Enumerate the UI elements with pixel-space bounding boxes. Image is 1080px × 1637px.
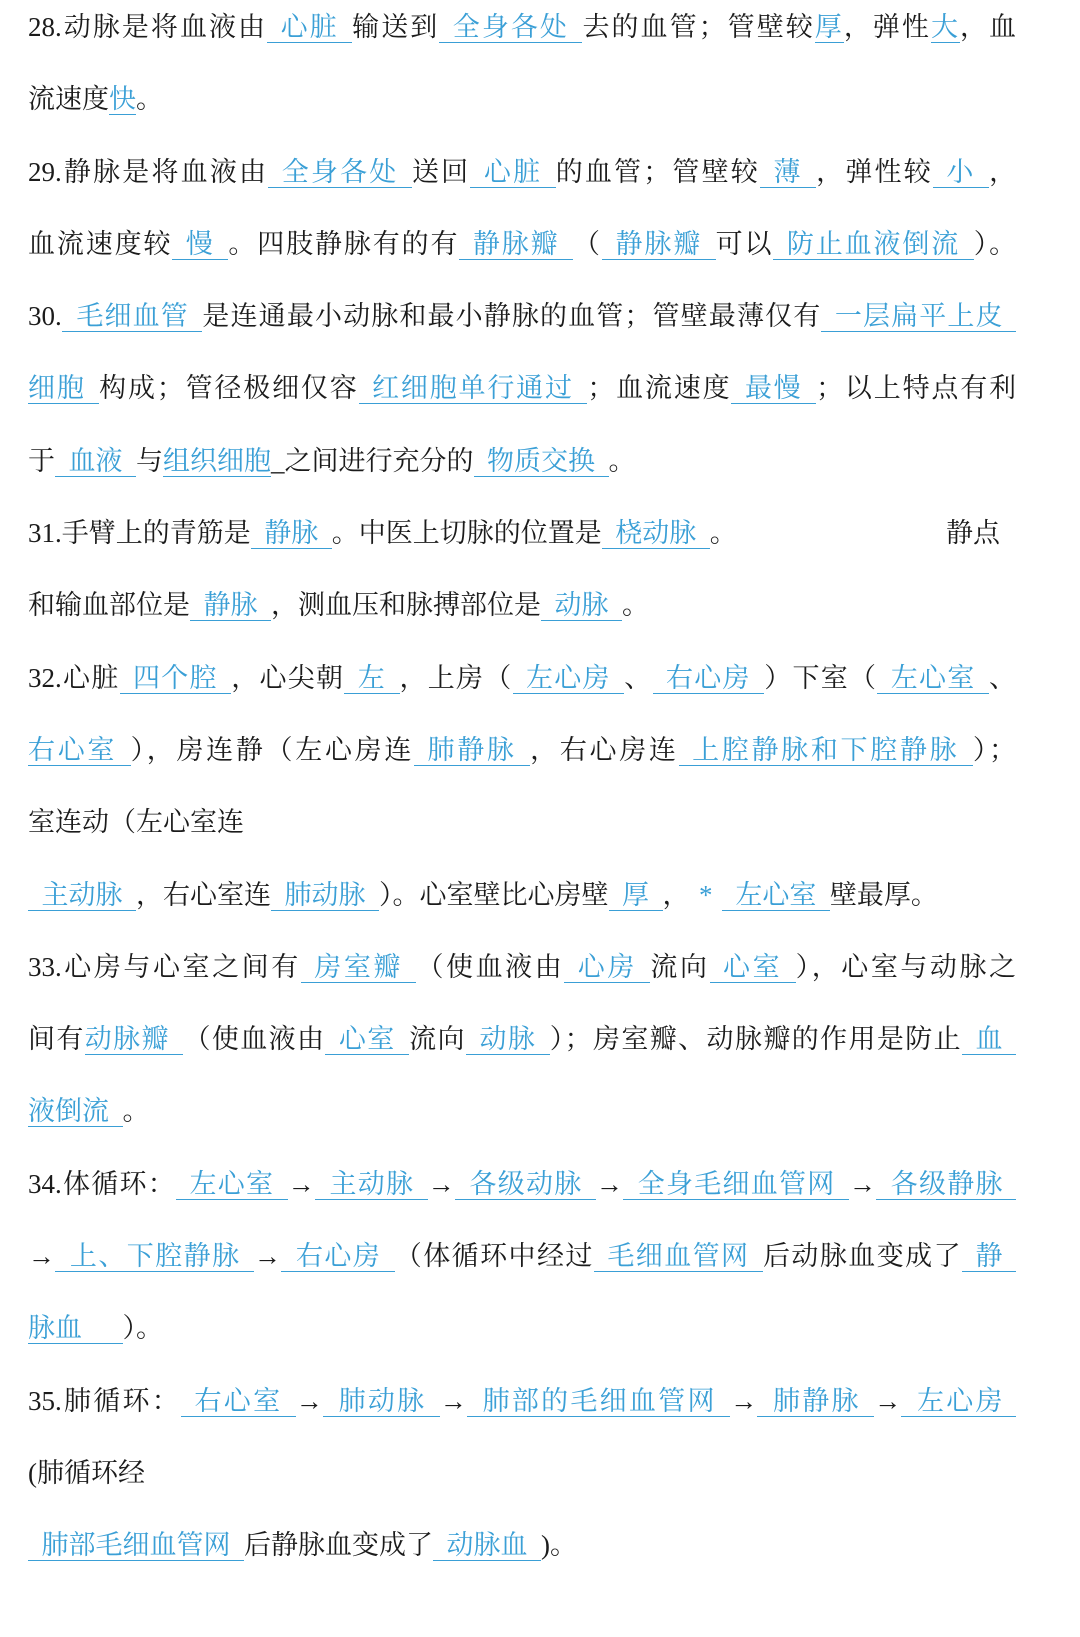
answer-blank: 右心室 — [181, 1386, 296, 1417]
question-text: → — [874, 1385, 902, 1416]
question-text: 、 — [624, 662, 653, 693]
question-text: ，测血压和脉搏部位是 — [271, 590, 541, 621]
question-text: 于 — [28, 445, 55, 476]
answer-blank: 左心房 — [901, 1386, 1016, 1417]
answer-blank: 组织细胞 — [163, 445, 271, 476]
answer-blank: 右心房 — [653, 663, 765, 694]
text-line — [28, 1003, 1016, 1075]
answer-blank: 脉血 — [28, 1313, 123, 1344]
answer-blank: 动脉瓣 — [85, 1024, 184, 1055]
question-text: ）。 — [122, 1313, 163, 1344]
question-text: → — [596, 1168, 623, 1199]
answer-blank: 毛细血管网 — [594, 1241, 763, 1272]
answer-blank: 大 — [930, 12, 961, 42]
question-text: 。 — [608, 445, 636, 476]
question-text: → — [287, 1168, 315, 1199]
text-line — [28, 63, 1016, 135]
question-text: ）；房室瓣、动脉瓣的作用是防止 — [549, 1024, 963, 1055]
answer-blank: 上腔静脉和下腔静脉 — [679, 735, 973, 766]
answer-blank: 薄 — [760, 157, 816, 188]
question-text: （使血液由 — [183, 1024, 326, 1055]
text-line — [28, 352, 1016, 424]
answer-blank: 全身各处 — [439, 12, 582, 43]
answer-blank: 主动脉 — [28, 880, 136, 911]
question-text: 构成；管径极细仅容 — [99, 373, 359, 404]
question-text: （ — [573, 228, 602, 259]
answer-blank: 各级静脉 — [876, 1169, 1016, 1200]
question-text: ， — [662, 879, 690, 910]
question-text: ）。 — [973, 228, 1016, 259]
answer-blank: 房室瓣 — [301, 952, 417, 983]
answer-blank: 各级动脉 — [455, 1169, 596, 1200]
question-text: 室连动（左心室连 — [28, 807, 244, 838]
answer-blank: 厚 — [814, 12, 844, 42]
question-text: 。 — [122, 1096, 150, 1127]
worksheet — [28, 0, 1016, 1582]
answer-blank: 细胞 — [28, 373, 99, 404]
question-text: → — [439, 1385, 467, 1416]
answer-blank: 动脉血 — [433, 1530, 541, 1561]
answer-blank: 静脉瓣 — [602, 229, 716, 260]
text-line — [28, 859, 1016, 931]
question-text: 与 — [136, 445, 163, 476]
text-line — [28, 1365, 1016, 1437]
answer-blank: 左心室 — [176, 1169, 288, 1200]
answer-blank: 静脉瓣 — [459, 229, 573, 260]
question-text: ，弹性 — [843, 12, 931, 42]
answer-blank: 心房 — [564, 952, 650, 983]
answer-blank: 物质交换 — [474, 446, 609, 477]
answer-blank: 快 — [109, 84, 136, 115]
question-text: ）； — [972, 734, 1016, 765]
question-text: ；以上特点有利 — [816, 373, 1016, 404]
answer-blank: 全身毛细血管网 — [623, 1169, 849, 1200]
question-text: （使血液由 — [416, 951, 565, 982]
text-line — [28, 786, 1016, 858]
question-text: ，血 — [960, 12, 1016, 42]
question-text: ），心室与动脉之 — [795, 951, 1016, 982]
question-text: 。 — [136, 84, 163, 115]
question-text: )。 — [541, 1530, 577, 1561]
text-line — [28, 642, 1016, 714]
question-text: 血流速度较 — [28, 228, 173, 259]
answer-blank: 主动脉 — [315, 1169, 428, 1200]
text-line — [28, 0, 1016, 63]
answer-blank: 肺静脉 — [414, 735, 530, 766]
question-text: 、 — [989, 662, 1016, 693]
question-text: 28.动脉是将血液由 — [28, 12, 268, 42]
question-text: 静点 — [946, 518, 1000, 549]
answer-blank: 右心室 — [28, 735, 131, 766]
text-line — [28, 569, 1016, 641]
answer-blank: 全身各处 — [268, 157, 412, 188]
question-text: 流向 — [650, 951, 710, 982]
answer-blank: 左心室 — [722, 880, 830, 911]
question-text: 流向 — [409, 1024, 466, 1055]
asterisk-mark: * — [698, 879, 713, 910]
question-text: （体循环中经过 — [394, 1241, 594, 1272]
answer-blank: 小 — [933, 157, 989, 188]
answer-blank: 四个腔 — [120, 663, 232, 694]
question-text: 35.肺循环： — [28, 1385, 182, 1416]
question-text: 30. — [28, 301, 62, 332]
answer-blank: 心室 — [325, 1024, 409, 1055]
answer-blank: 心脏 — [470, 157, 555, 188]
answer-blank: 血 — [962, 1024, 1016, 1055]
question-text: 32.心脏 — [28, 662, 120, 693]
answer-blank: 肺静脉 — [757, 1386, 874, 1417]
answer-blank: 静脉 — [251, 518, 332, 549]
answer-blank: 桡动脉 — [602, 518, 710, 549]
answer-blank: 最慢 — [731, 373, 816, 404]
question-text: 流速度 — [28, 84, 109, 115]
text-line — [28, 1509, 1016, 1581]
question-text: ， — [989, 156, 1016, 187]
text-line — [28, 931, 1016, 1003]
answer-blank: 心脏 — [267, 12, 352, 43]
question-text: 间有 — [28, 1024, 85, 1055]
answer-blank: 静 — [962, 1241, 1016, 1272]
answer-blank: 一层扁平上皮 — [821, 301, 1016, 332]
answer-blank: 左 — [344, 663, 399, 694]
question-text: 壁最厚。 — [829, 879, 938, 910]
answer-blank: 防止血液倒流 — [773, 229, 973, 260]
question-text: 33.心房与心室之间有 — [28, 951, 301, 982]
question-text: 的血管；管壁较 — [555, 156, 760, 187]
answer-blank: 血液 — [55, 446, 136, 477]
question-text: 是连通最小动脉和最小静脉的血管；管壁最薄仅有 — [202, 301, 822, 332]
question-text: 送回 — [411, 156, 471, 187]
question-text: _之间进行充分的 — [271, 445, 474, 476]
question-text: 可以 — [715, 228, 774, 259]
question-text: 后动脉血变成了 — [763, 1241, 963, 1272]
text-line — [28, 208, 1016, 280]
text-line — [28, 136, 1016, 208]
answer-blank: 毛细血管 — [62, 301, 203, 332]
question-text: 。四肢静脉有的有 — [228, 228, 460, 259]
question-text: 和输血部位是 — [28, 590, 190, 621]
answer-blank: 慢 — [172, 229, 228, 260]
text-line — [28, 1148, 1016, 1220]
text-line — [28, 1075, 1016, 1147]
question-text: ），房连静（左心房连 — [130, 734, 415, 765]
question-text: ，弹性较 — [816, 156, 933, 187]
answer-blank: 液倒流 — [28, 1096, 123, 1127]
question-text: → — [730, 1385, 758, 1416]
answer-blank: 肺部毛细血管网 — [28, 1530, 244, 1561]
question-text: 34.体循环： — [28, 1168, 176, 1199]
question-text: (肺循环经 — [28, 1457, 145, 1488]
question-text: → — [254, 1241, 282, 1272]
question-text: ）。心室壁比心房壁 — [379, 879, 609, 910]
answer-blank: 厚 — [609, 880, 663, 911]
answer-blank: 肺部的毛细血管网 — [467, 1386, 730, 1417]
question-text: → — [427, 1168, 455, 1199]
question-text: ，心尖朝 — [231, 662, 345, 693]
answer-blank: 静脉 — [190, 590, 271, 621]
answer-blank: 动脉 — [466, 1024, 550, 1055]
text-line — [28, 714, 1016, 786]
question-text: 输送到 — [352, 12, 440, 42]
question-text: ）下室（ — [764, 662, 878, 693]
answer-blank: 右心房 — [281, 1241, 395, 1272]
answer-blank: 红细胞单行通过 — [359, 373, 588, 404]
question-text: 。中医上切脉的位置是 — [331, 518, 602, 549]
question-text: ，右心房连 — [530, 734, 679, 765]
answer-blank: 肺动脉 — [323, 1386, 440, 1417]
text-line — [28, 1292, 1016, 1364]
answer-blank: 动脉 — [541, 590, 622, 621]
question-text: ；血流速度 — [587, 373, 732, 404]
text-line — [28, 1220, 1016, 1292]
answer-blank: 心室 — [710, 952, 796, 983]
question-text: → — [849, 1168, 876, 1199]
text-line — [28, 425, 1016, 497]
question-text: ，右心室连 — [136, 879, 271, 910]
question-text: 29.静脉是将血液由 — [28, 156, 269, 187]
text-line — [28, 1437, 1016, 1509]
answer-blank: 左心室 — [877, 663, 989, 694]
answer-blank: 肺动脉 — [271, 880, 379, 911]
text-line — [28, 497, 1016, 569]
question-text: 。 — [709, 518, 737, 549]
question-text: 后静脉血变成了 — [244, 1530, 433, 1561]
question-text: → — [295, 1385, 323, 1416]
question-text: 去的血管；管壁较 — [582, 12, 815, 42]
answer-blank: 左心房 — [513, 663, 625, 694]
question-text: ，上房（ — [399, 662, 513, 693]
question-text: → — [28, 1241, 55, 1272]
answer-blank: 上、下腔静脉 — [55, 1241, 254, 1272]
question-text: 31.手臂上的青筋是 — [28, 518, 251, 549]
question-text: 。 — [622, 590, 649, 621]
text-line — [28, 280, 1016, 352]
